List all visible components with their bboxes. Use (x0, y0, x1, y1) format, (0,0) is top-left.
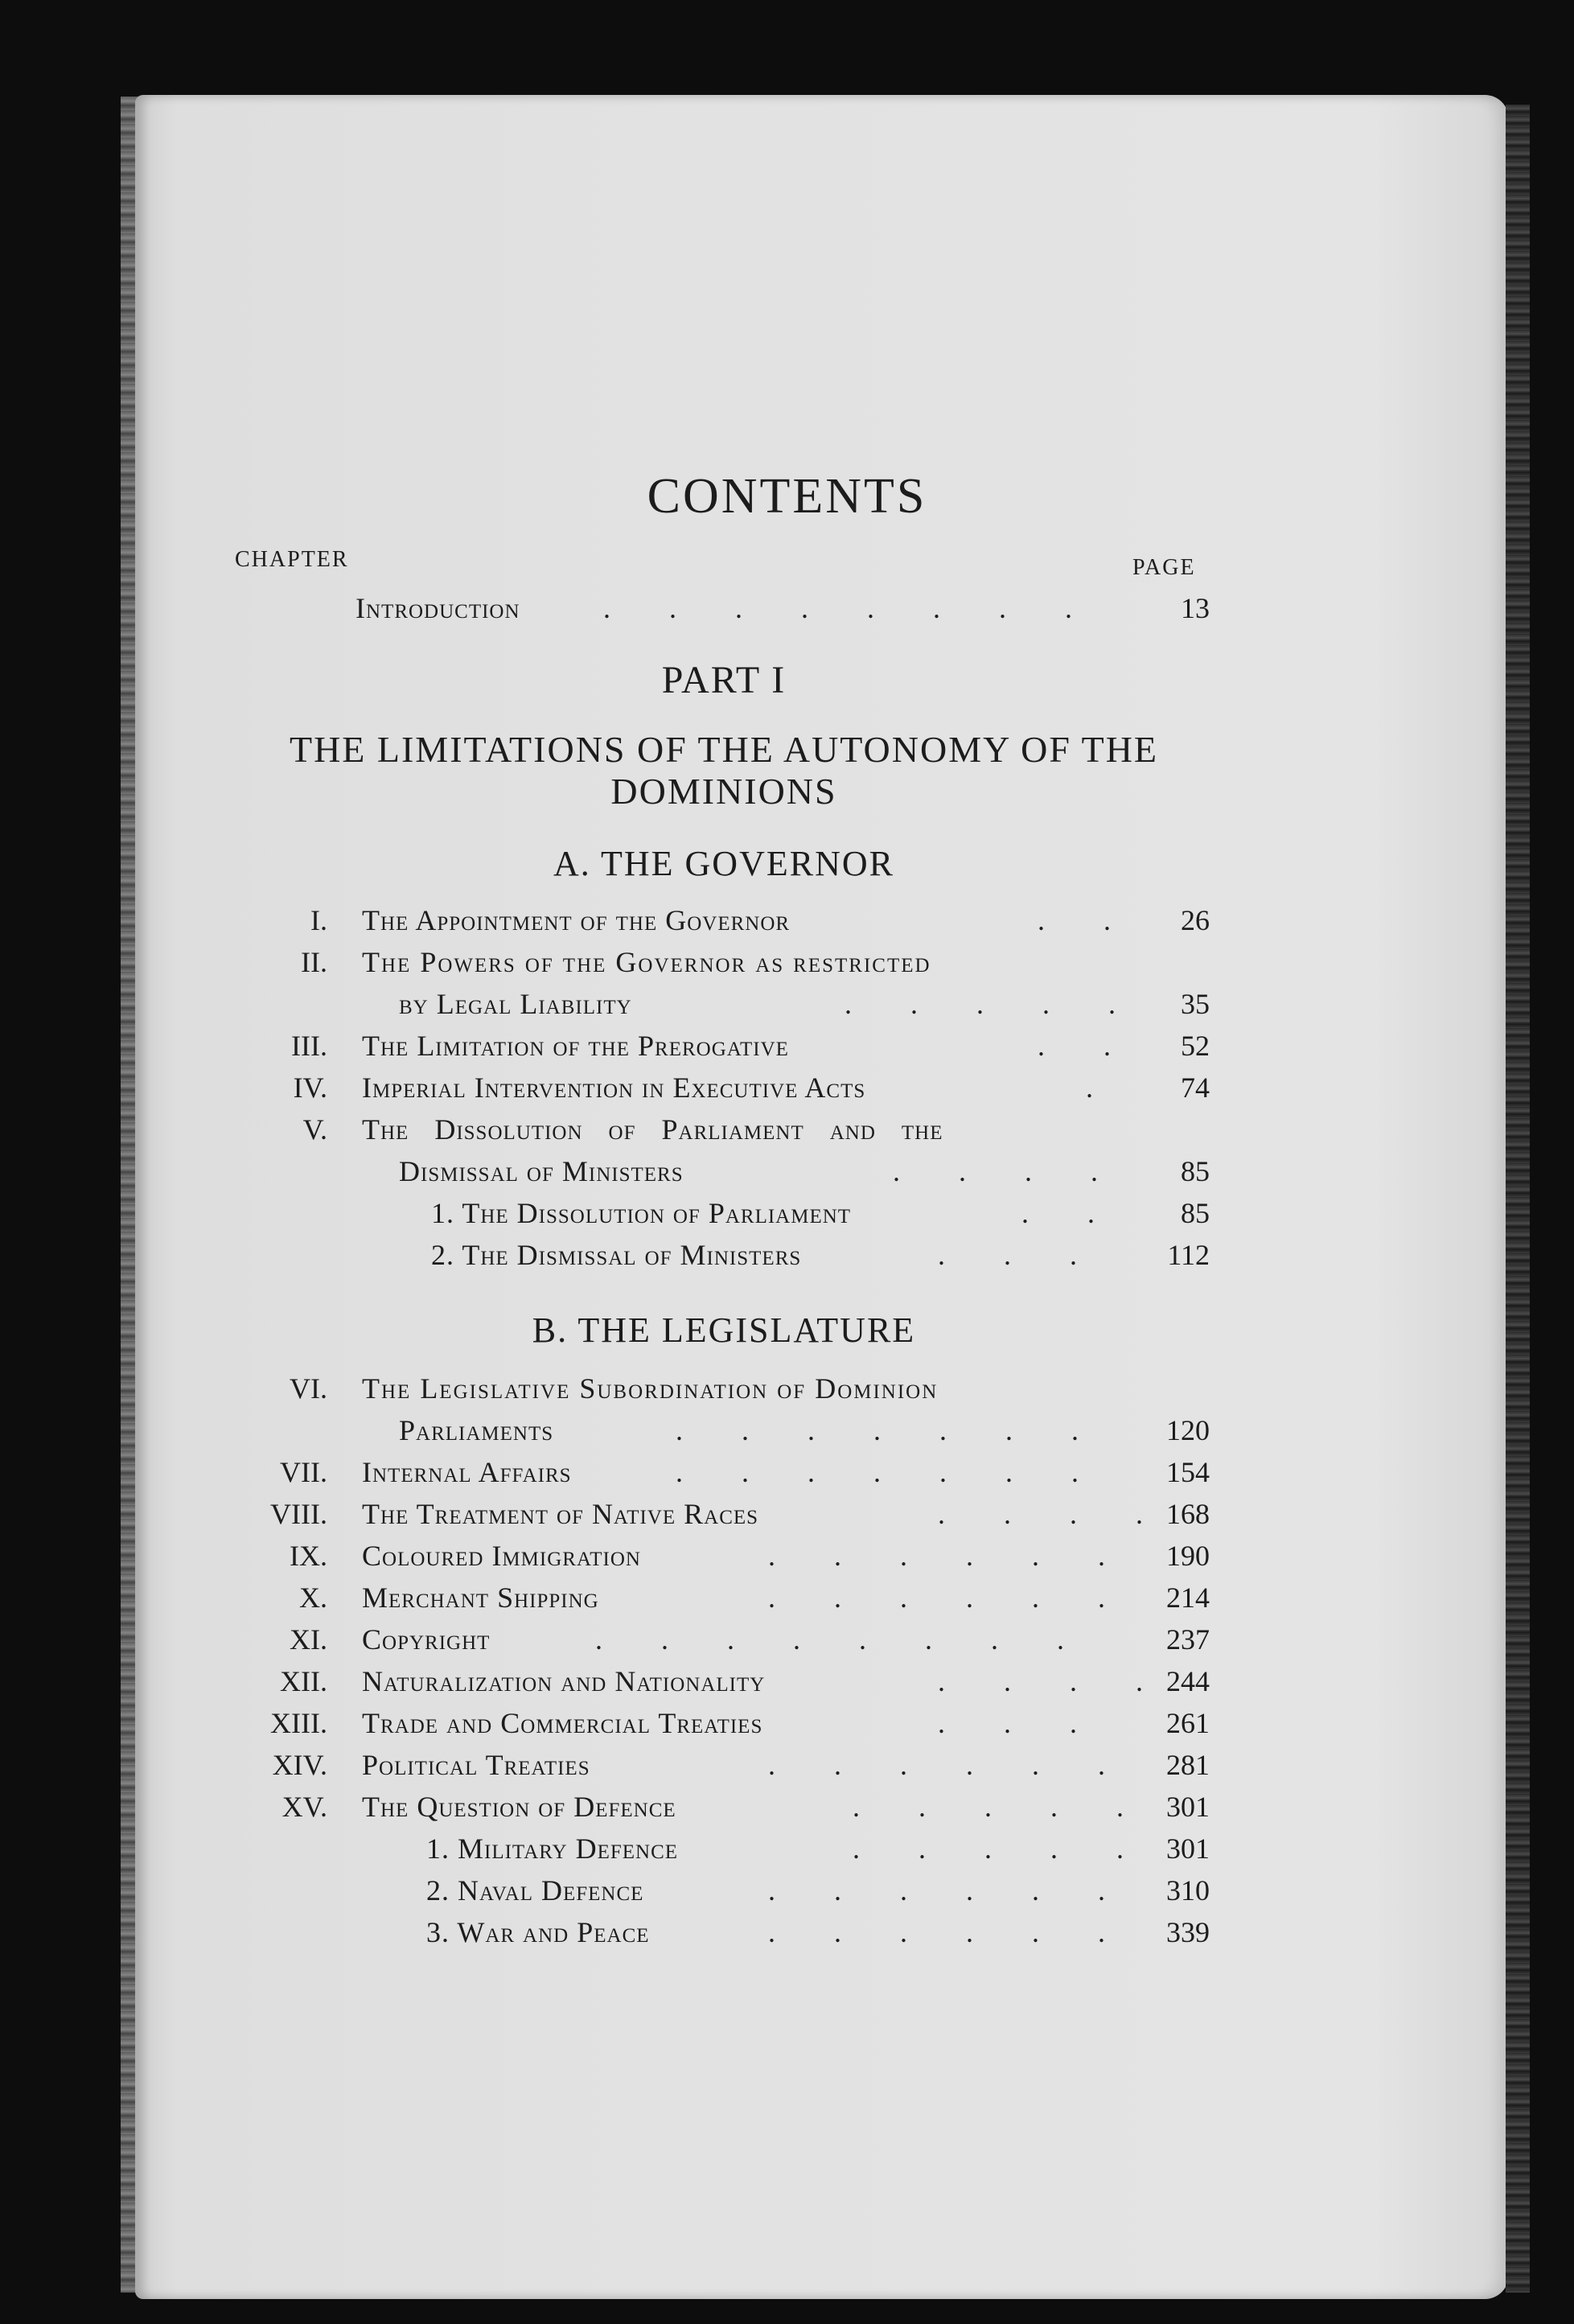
toc-number: IX. (290, 1540, 327, 1572)
toc-number: XI. (290, 1623, 327, 1656)
toc-leader: . . . . (938, 1498, 1169, 1530)
toc-page: 112 (1167, 1239, 1210, 1271)
toc-number: VIII. (270, 1498, 327, 1530)
toc-row[interactable] (0, 1869, 1574, 1911)
toc-row[interactable] (0, 1109, 1574, 1150)
toc-page: 52 (1181, 1030, 1210, 1062)
toc-page: 13 (1181, 592, 1210, 624)
toc-leader: . . (1038, 904, 1136, 936)
toc-row[interactable] (0, 1192, 1574, 1234)
toc-leader: . . . . . . . . (595, 1623, 1090, 1656)
toc-row[interactable] (0, 1368, 1574, 1409)
toc-leader: . . . (938, 1239, 1103, 1271)
toc-label: Internal Affairs (362, 1456, 572, 1488)
toc-number: I. (310, 904, 327, 936)
toc-label: 2. The Dismissal of Ministers (431, 1239, 802, 1271)
toc-label: Imperial Intervention in Executive Acts (362, 1072, 866, 1104)
toc-page: 26 (1181, 904, 1210, 936)
toc-number: XIV. (272, 1749, 327, 1781)
toc-row[interactable] (0, 1493, 1574, 1535)
toc-label: The Appointment of the Governor (362, 904, 791, 936)
toc-leader: . (1086, 1072, 1119, 1104)
toc-row[interactable] (0, 1786, 1574, 1828)
toc-row[interactable] (0, 1451, 1574, 1493)
toc-number: V. (302, 1113, 327, 1146)
toc-label: Introduction (355, 592, 520, 624)
toc-label: Trade and Commercial Treaties (362, 1707, 763, 1739)
toc-label: The Limitation of the Prerogative (362, 1030, 789, 1062)
toc-leader: . . (1038, 1030, 1136, 1062)
toc-row[interactable] (0, 1535, 1574, 1577)
toc-page: 310 (1166, 1874, 1210, 1907)
toc-leader: . . . . . . (768, 1582, 1131, 1614)
toc-label: The Powers of the Governor as restricted (362, 946, 931, 978)
toc-number: XII. (280, 1665, 327, 1697)
toc-leader: . . . . . . . . (603, 592, 1098, 624)
chapter-column-label: CHAPTER (235, 547, 349, 572)
toc-leader: . . . . (893, 1155, 1124, 1187)
toc-page: 35 (1181, 988, 1210, 1020)
toc-number: III. (291, 1030, 327, 1062)
toc-page: 85 (1181, 1197, 1210, 1229)
toc-page: 168 (1166, 1498, 1210, 1530)
toc-row[interactable] (0, 1150, 1574, 1192)
toc-label: 1. Military Defence (426, 1832, 679, 1865)
toc-row[interactable] (0, 1234, 1574, 1276)
toc-page: 301 (1166, 1832, 1210, 1865)
toc-row[interactable] (0, 1744, 1574, 1786)
part-title (241, 729, 1206, 812)
toc-row[interactable] (0, 1702, 1574, 1744)
toc-label: 1. The Dissolution of Parliament (431, 1197, 852, 1229)
toc-leader: . . . . . . . (676, 1414, 1104, 1446)
toc-page: 85 (1181, 1155, 1210, 1187)
toc-leader: . . . . . (845, 988, 1141, 1020)
toc-leader: . . . . . . (768, 1540, 1131, 1572)
toc-row[interactable] (0, 1025, 1574, 1067)
toc-row[interactable] (0, 941, 1574, 983)
page-title: CONTENTS (647, 469, 927, 524)
toc-page: 190 (1166, 1540, 1210, 1572)
toc-label: The Treatment of Native Races (362, 1498, 759, 1530)
part-title-line: THE LIMITATIONS OF THE AUTONOMY OF THE (289, 729, 1159, 770)
section-a-heading: A. THE GOVERNOR (553, 844, 894, 883)
part-title-line: DOMINIONS (610, 771, 837, 812)
toc-number: IV. (293, 1072, 327, 1104)
toc-label: The Question of Defence (362, 1791, 676, 1823)
part-heading: PART I (661, 659, 787, 701)
toc-page: 74 (1181, 1072, 1210, 1104)
toc-page: 244 (1166, 1665, 1210, 1697)
toc-label: The Dissolution of Parliament and the (362, 1113, 943, 1146)
toc-leader: . . . . . (853, 1791, 1149, 1823)
toc-label: Naturalization and Nationality (362, 1665, 766, 1697)
toc-leader: . . (1021, 1197, 1120, 1229)
toc-page: 214 (1166, 1582, 1210, 1614)
toc-row[interactable] (0, 1911, 1574, 1953)
toc-leader: . . . . . . . (676, 1456, 1104, 1488)
toc-label: Coloured Immigration (362, 1540, 641, 1572)
toc-number: VI. (290, 1372, 327, 1405)
toc-label: 2. Naval Defence (426, 1874, 644, 1907)
toc-number: XV. (282, 1791, 327, 1823)
toc-row[interactable] (0, 1619, 1574, 1660)
toc-number: II. (301, 946, 327, 978)
toc-row[interactable] (0, 983, 1574, 1025)
toc-row[interactable] (0, 1409, 1574, 1451)
toc-number: X. (299, 1582, 327, 1614)
toc-page: 237 (1166, 1623, 1210, 1656)
toc-page: 261 (1166, 1707, 1210, 1739)
toc-label: by Legal Liability (399, 988, 632, 1020)
page-column-label: PAGE (1132, 555, 1196, 580)
toc-number: VII. (280, 1456, 327, 1488)
toc-label: Copyright (362, 1623, 491, 1656)
toc-leader: . . . . . . (768, 1749, 1131, 1781)
toc-row[interactable] (0, 899, 1574, 941)
toc-label: Dismissal of Ministers (399, 1155, 684, 1187)
toc-row[interactable] (0, 1660, 1574, 1702)
toc-leader: . . . . . . (768, 1916, 1131, 1948)
toc-label: Parliaments (399, 1414, 554, 1446)
toc-page: 301 (1166, 1791, 1210, 1823)
toc-page: 281 (1166, 1749, 1210, 1781)
toc-page: 120 (1166, 1414, 1210, 1446)
toc-number: XIII. (270, 1707, 327, 1739)
toc-row[interactable] (0, 1067, 1574, 1109)
toc-leader: . . . (938, 1707, 1103, 1739)
toc-label: 3. War and Peace (426, 1916, 650, 1948)
toc-row[interactable] (0, 1828, 1574, 1869)
section-b-heading: B. THE LEGISLATURE (532, 1310, 916, 1350)
toc-leader: . . . . (938, 1665, 1169, 1697)
toc-page: 339 (1166, 1916, 1210, 1948)
toc-label: The Legislative Subordination of Dominion (362, 1372, 939, 1405)
toc-leader: . . . . . . (768, 1874, 1131, 1907)
toc-label: Merchant Shipping (362, 1582, 599, 1614)
toc-row-introduction[interactable] (0, 587, 1574, 629)
toc-row[interactable] (0, 1577, 1574, 1619)
toc-label: Political Treaties (362, 1749, 590, 1781)
toc-page: 154 (1166, 1456, 1210, 1488)
toc-leader: . . . . . (853, 1832, 1149, 1865)
